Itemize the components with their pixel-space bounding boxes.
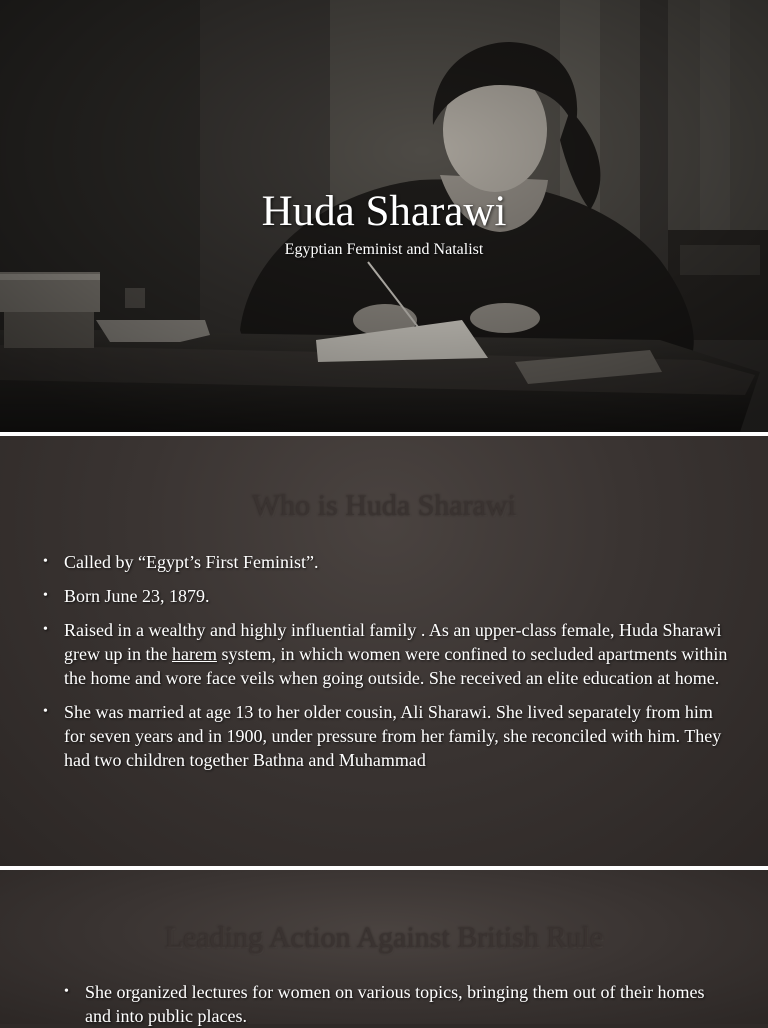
title-slide xyxy=(0,0,768,432)
list-item xyxy=(43,700,734,772)
who-is-slide xyxy=(0,436,768,866)
bullet-text: Raised in a wealthy and highly influential family . As an upper-class female, Huda Sharawi grew up in the xyxy=(64,620,722,664)
bullet-icon: • xyxy=(43,704,48,719)
bullet-text: She was married at age 13 to her older cousin, Ali Sharawi. She lived separately from him for seven years and in 1900, under pressure from her family, she reconciled with him. They had two children together Bathna and Muhammad xyxy=(64,702,722,770)
bullet-icon: • xyxy=(43,554,48,569)
bullet-list xyxy=(43,550,734,772)
bullet-text: She organized lectures for women on various topics, bringing them out of their homes and into public places. xyxy=(85,982,705,1026)
slide-heading: Who is Huda Sharawi xyxy=(251,489,517,522)
list-item xyxy=(43,584,734,608)
slide-title: Huda Sharawi xyxy=(261,188,507,235)
bullet-icon: • xyxy=(43,622,48,637)
slide-subtitle: Egyptian Feminist and Natalist xyxy=(284,241,484,258)
list-item xyxy=(64,980,715,1028)
bullet-text: Born June 23, 1879. xyxy=(64,586,210,606)
list-item xyxy=(43,550,734,574)
bullet-list xyxy=(64,980,715,1028)
bullet-text: Called by “Egypt’s First Feminist”. xyxy=(64,552,319,572)
slide-heading: Leading Action Against British Rule xyxy=(164,921,604,954)
harem-link[interactable]: harem xyxy=(171,644,217,664)
list-item xyxy=(43,618,734,690)
bullet-icon: • xyxy=(64,984,69,999)
bullet-text: system, in which women were confined to secluded apartments within the home and wore face veils when going outside. She received an elite education at home. xyxy=(64,644,728,688)
bullet-icon: • xyxy=(43,588,48,603)
british-rule-slide xyxy=(0,870,768,1024)
